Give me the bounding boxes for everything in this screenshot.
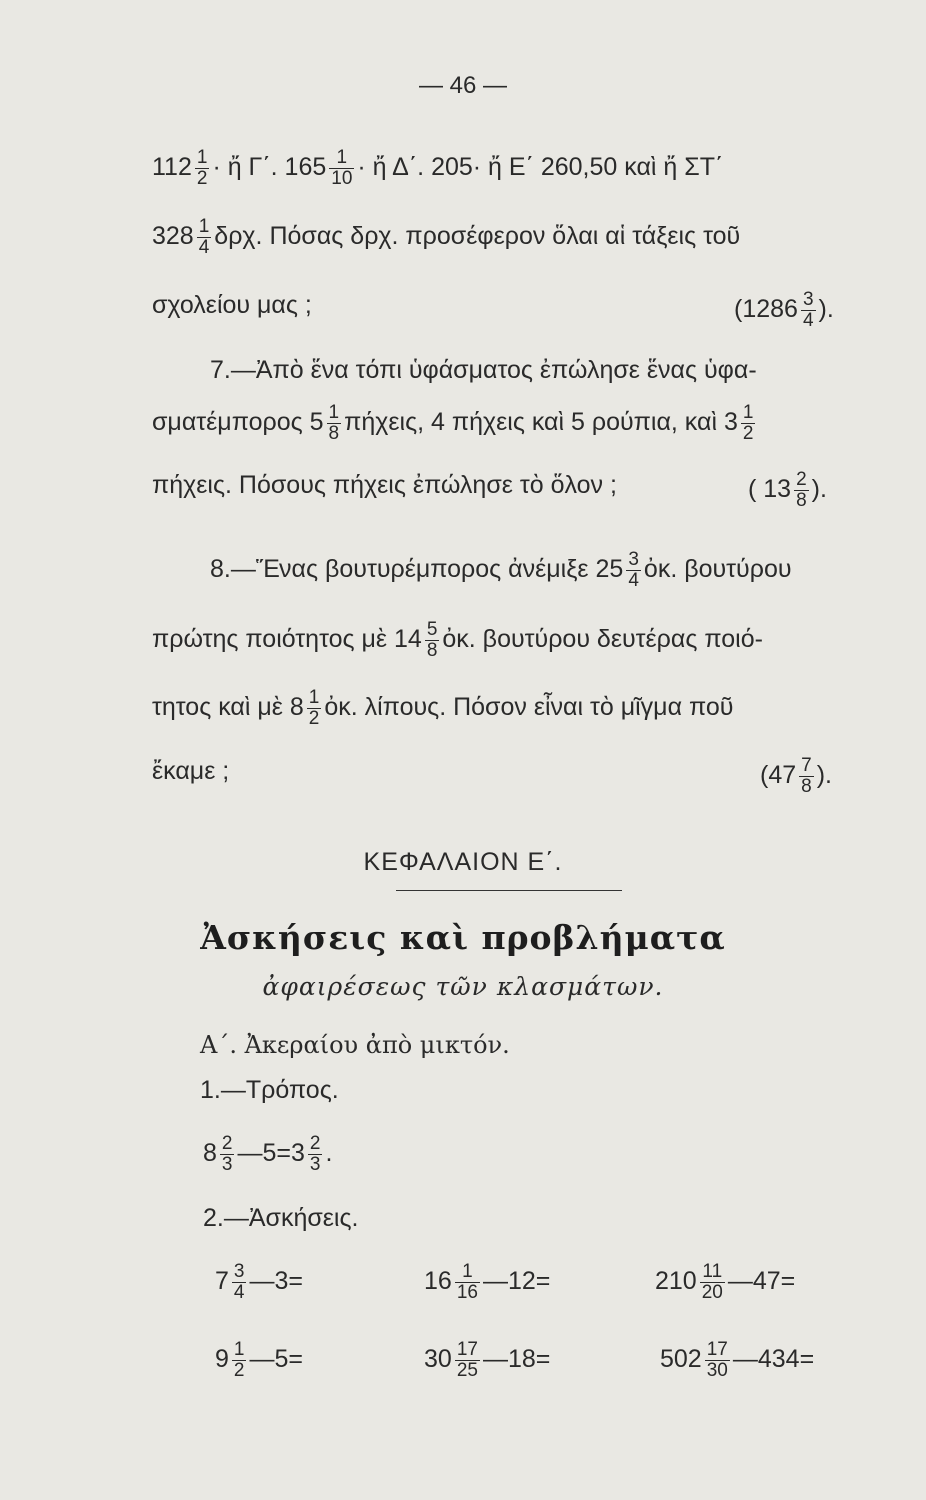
method-example: 8 $\frac{2}{3}$ —5=3 $\frac{2}{3}$ . [203,1133,333,1175]
fraction: $\frac{1}{10}$ [331,147,353,189]
problem-7-line-3 [152,470,617,500]
text: δρχ. Πόσας δρχ. προσέφερον ὅλαι αἱ τάξεις τοῦ [214,222,741,251]
divider [396,890,622,891]
text: 8.—Ἕνας βουτυρέμπορος ἀνέμιξε 25 [210,555,624,584]
fraction: $\frac{1}{2}$ [742,402,754,444]
fraction: $\frac{1}{16}$ [456,1261,478,1303]
text: 112 [152,153,192,182]
fraction: $\frac{3}{4}$ [233,1261,245,1303]
chapter-heading: ΚΕΦΑΛΑΙΟΝ Ε΄. [363,848,563,876]
text: πήχεις, 4 πήχεις καὶ 5 ρούπια, καὶ 3 [344,408,738,437]
fraction: $\frac{3}{4}$ [628,549,639,591]
text: ὀκ. βουτύρου [643,555,792,584]
method-label: 1.—Τρόπος. [200,1076,339,1104]
text: τητος καὶ μὲ 8 [152,693,304,722]
problem-6-line-1 [152,148,723,189]
text: 328 [152,222,194,251]
fraction: $\frac{1}{2}$ [196,147,208,189]
problem-7-line-1: 7.—Ἀπὸ ἕνα τόπι ὑφάσματος ἐπώλησε ἕνας ὑφα- [210,356,757,384]
problem-8-line-3 [152,688,733,729]
exercises-label: 2.—Ἀσκήσεις. [203,1204,359,1232]
problem-8-line-1 [210,550,792,591]
text: · ἤ Γ΄. 165 [212,153,327,182]
fraction: $\frac{2}{3}$ [309,1133,321,1175]
text: σματέμπορος 5 [152,408,324,437]
fraction: $\frac{17}{30}$ [706,1339,728,1381]
section-title: Ἀσκήσεις καὶ προβλήματα [200,918,726,957]
exercise-item: 502 $\frac{17}{30}$ —434= [660,1339,815,1381]
problem-7-answer: ( 13 $\frac{2}{8}$ ). [748,469,827,511]
text: πήχεις. Πόσους πήχεις ἐπώλησε τὸ ὅλον ; [152,471,617,499]
text: πρώτης ποιότητος μὲ 14 [152,625,422,654]
exercise-item: 7 $\frac{3}{4}$ —3= [215,1261,303,1303]
fraction: $\frac{2}{8}$ [796,469,807,511]
fraction: $\frac{1}{2}$ [233,1339,245,1381]
problem-8-line-4 [152,756,229,786]
problem-6-line-3 [152,290,312,320]
fraction: $\frac{2}{3}$ [221,1133,233,1175]
fraction: $\frac{1}{8}$ [328,402,340,444]
exercise-item: 30 $\frac{17}{25}$ —18= [424,1339,551,1381]
problem-6-answer: (1286 $\frac{3}{4}$ ). [734,289,834,331]
text: σχολείου μας ; [152,291,312,319]
fraction: $\frac{5}{8}$ [426,619,438,661]
problem-6-line-2 [152,217,740,258]
fraction: $\frac{17}{25}$ [456,1339,478,1381]
text: · ἤ Δ΄. 205· ἤ Ε΄ 260,50 καὶ ἤ ΣΤ΄ [357,153,724,182]
fraction: $\frac{3}{4}$ [802,289,814,331]
section-subtitle: ἀφαιρέσεως τῶν κλασμάτων. [262,972,664,1001]
exercise-item: 16 $\frac{1}{16}$ —12= [424,1261,551,1303]
exercise-item: 210 $\frac{11}{20}$ —47= [655,1261,796,1303]
problem-8-answer: (47 $\frac{7}{8}$ ). [760,755,832,797]
fraction: $\frac{11}{20}$ [701,1261,723,1303]
fraction: $\frac{7}{8}$ [801,755,812,797]
fraction: $\frac{1}{4}$ [198,216,210,258]
text: ὀκ. λίπους. Πόσον εἶναι τὸ μῖγμα ποῦ [324,693,734,722]
text: ἔκαμε ; [152,757,230,785]
text: ὀκ. βουτύρου δευτέρας ποιό- [442,625,763,654]
subsection-heading: Α΄. Ἀκεραίου ἀπὸ μικτόν. [200,1031,510,1059]
exercise-item: 9 $\frac{1}{2}$ —5= [215,1339,303,1381]
page-number: — 46 — [418,72,508,99]
problem-7-line-2 [152,403,758,444]
fraction: $\frac{1}{2}$ [308,687,320,729]
problem-8-line-2 [152,620,763,661]
